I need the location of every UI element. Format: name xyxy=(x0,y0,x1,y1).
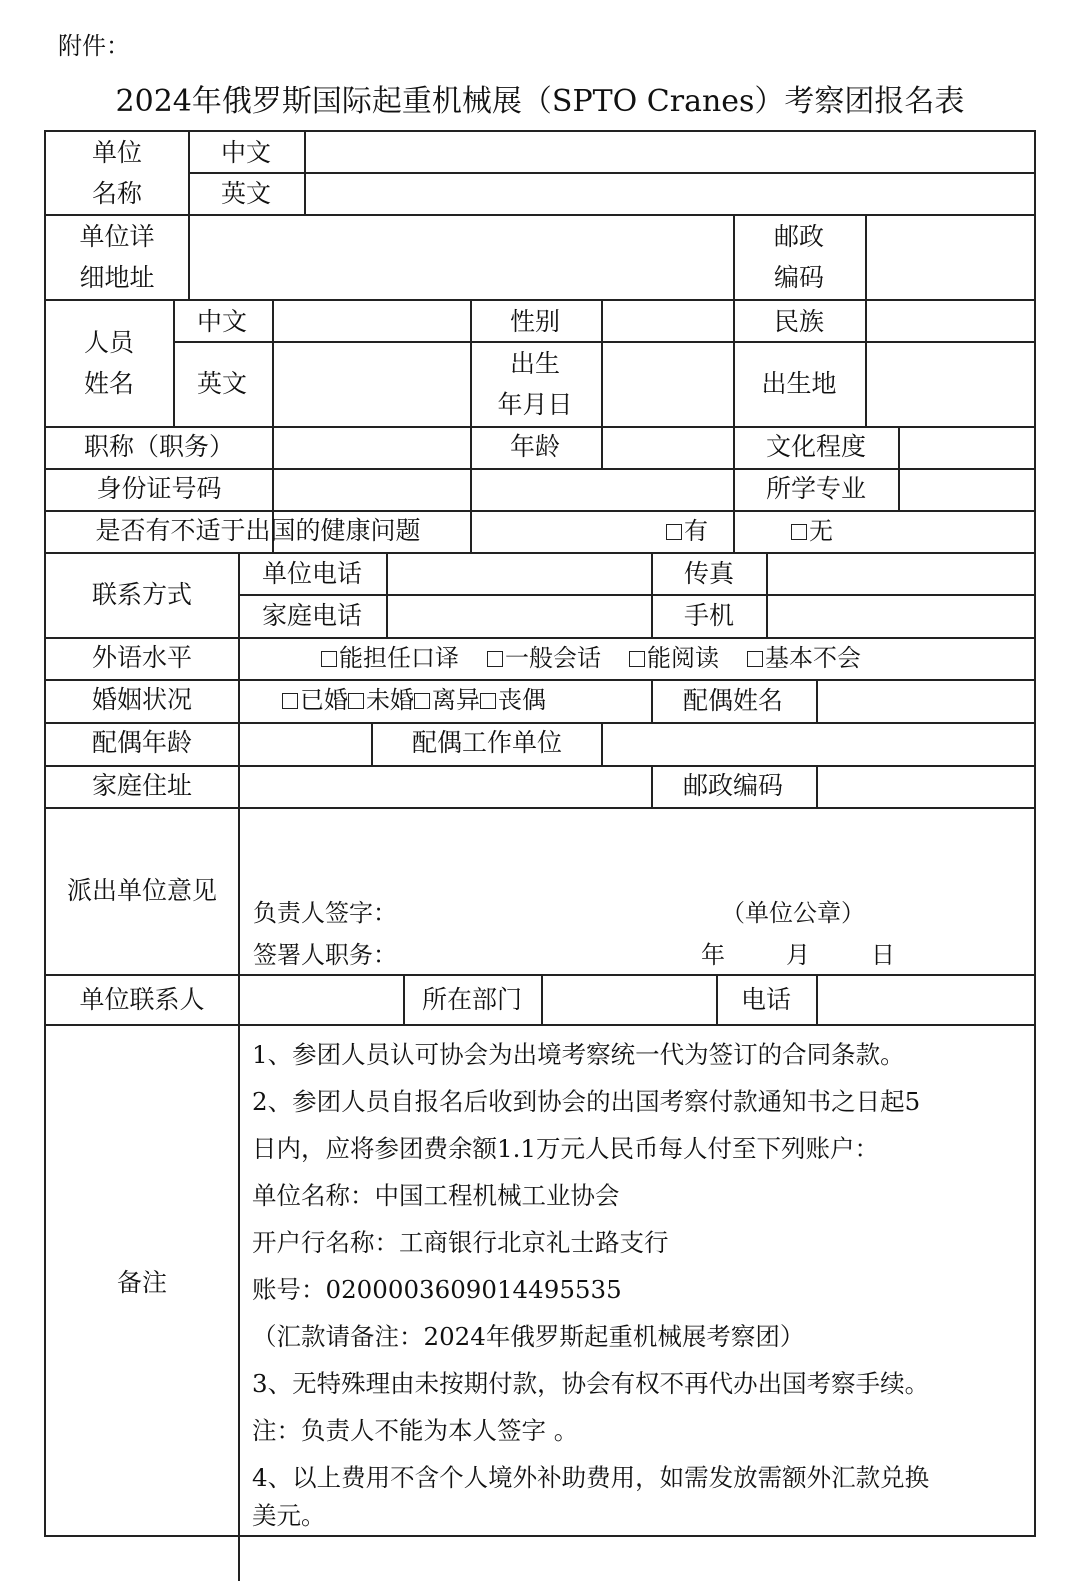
title-position-label: 职称（职务） xyxy=(83,432,235,461)
checkbox-icon xyxy=(480,693,496,709)
rule xyxy=(304,132,306,214)
marital-option-divorced[interactable]: 离异 xyxy=(414,686,480,714)
marital-options xyxy=(282,679,546,721)
rule xyxy=(816,679,818,722)
language-option-conversation[interactable]: 一般会话 xyxy=(487,644,601,672)
birthplace-label: 出生地 xyxy=(761,369,837,398)
rule xyxy=(46,1024,1036,1026)
checkbox-icon xyxy=(629,651,645,667)
note-line: 1、参团人员认可协会为出境考察统一代为签订的合同条款。 xyxy=(252,1040,905,1069)
rule xyxy=(716,974,718,1024)
contact-label: 联系方式 xyxy=(91,580,193,609)
language-label: 外语水平 xyxy=(91,643,193,672)
checkbox-icon xyxy=(666,524,682,540)
home-address-label: 家庭住址 xyxy=(91,771,193,800)
note-line: 4、以上费用不含个人境外补助费用，如需发放需额外汇款兑换 xyxy=(252,1463,930,1492)
person-name-cn-label: 中文 xyxy=(196,307,248,336)
note-line: 3、无特殊理由未按期付款，协会有权不再代办出国考察手续。 xyxy=(252,1369,930,1398)
rule xyxy=(651,679,653,722)
rule xyxy=(816,765,818,807)
checkbox-icon xyxy=(487,651,503,667)
language-option-read[interactable]: 能阅读 xyxy=(629,644,719,672)
rule xyxy=(865,299,867,426)
language-options xyxy=(321,637,861,679)
language-option-interpret[interactable]: 能担任口译 xyxy=(321,644,459,672)
unit-contact-label: 单位联系人 xyxy=(79,985,205,1014)
checkbox-icon xyxy=(791,524,807,540)
note-line: 2、参团人员自报名后收到协会的出国考察付款通知书之日起5 xyxy=(252,1087,921,1116)
seal-label: （单位公章） xyxy=(721,899,865,927)
checkbox-icon xyxy=(414,693,430,709)
rule xyxy=(733,214,735,299)
unit-address-label: 单位详 细地址 xyxy=(79,222,155,292)
note-line: 单位名称：中国工程机械工业协会 xyxy=(252,1181,620,1210)
signer-title-label: 签署人职务： xyxy=(253,941,397,969)
home-phone-label: 家庭电话 xyxy=(261,601,363,630)
spouse-age-label: 配偶年龄 xyxy=(91,728,193,757)
rule xyxy=(601,722,603,765)
rule xyxy=(816,974,818,1024)
date-month-label: 月 xyxy=(786,941,810,969)
rule xyxy=(46,214,1036,216)
rule xyxy=(46,765,1036,767)
checkbox-icon xyxy=(348,693,364,709)
marital-option-married[interactable]: 已婚 xyxy=(282,686,348,714)
work-phone-label: 单位电话 xyxy=(261,559,363,588)
mobile-label: 手机 xyxy=(683,601,735,630)
rule xyxy=(173,299,175,426)
unit-postal-label: 邮政 编码 xyxy=(773,222,825,292)
note-line: 账号：0200003609014495535 xyxy=(252,1275,622,1304)
person-name-en-label: 英文 xyxy=(196,369,248,398)
rule xyxy=(403,974,405,1024)
rule xyxy=(651,552,653,637)
rule xyxy=(733,299,735,552)
rule xyxy=(470,510,472,552)
note-line: 日内，应将参团费余额1.1万元人民币每人付至下列账户： xyxy=(252,1134,879,1163)
date-day-label: 日 xyxy=(871,941,895,969)
rule xyxy=(766,552,768,637)
marital-option-widowed[interactable]: 丧偶 xyxy=(480,686,546,714)
note-line: 注：负责人不能为本人签字 。 xyxy=(252,1416,579,1445)
spouse-name-label: 配偶姓名 xyxy=(682,686,784,715)
department-label: 所在部门 xyxy=(421,985,523,1014)
major-label: 所学专业 xyxy=(765,474,867,503)
checkbox-icon xyxy=(282,693,298,709)
unit-name-label: 单位 名称 xyxy=(91,138,143,208)
marital-option-single[interactable]: 未婚 xyxy=(348,686,414,714)
id-number-label: 身份证号码 xyxy=(96,474,222,503)
rule xyxy=(188,132,190,214)
rule xyxy=(898,426,900,510)
unit-name-cn-label: 中文 xyxy=(220,138,272,167)
rule xyxy=(386,552,388,637)
language-option-none[interactable]: 基本不会 xyxy=(747,644,861,672)
rule xyxy=(46,552,1036,554)
phone-label: 电话 xyxy=(740,985,792,1014)
ethnicity-label: 民族 xyxy=(773,307,825,336)
note-line: 美元。 xyxy=(252,1501,326,1530)
note-line: （汇款请备注：2024年俄罗斯起重机械展考察团） xyxy=(252,1322,805,1351)
gender-label: 性别 xyxy=(509,307,561,336)
health-question-label: 是否有不适于出国的健康问题 xyxy=(95,516,421,545)
rule xyxy=(188,214,190,299)
dispatch-opinion-label: 派出单位意见 xyxy=(66,876,218,905)
checkbox-icon xyxy=(747,651,763,667)
rule xyxy=(651,765,653,807)
fax-label: 传真 xyxy=(683,559,735,588)
remarks-label: 备注 xyxy=(116,1268,168,1297)
age-label: 年龄 xyxy=(509,432,561,461)
rule xyxy=(173,341,1036,343)
spouse-employer-label: 配偶工作单位 xyxy=(411,728,563,757)
rule xyxy=(865,214,867,299)
health-no-option[interactable]: 无 xyxy=(791,510,833,552)
rule xyxy=(601,299,603,468)
education-label: 文化程度 xyxy=(765,432,867,461)
rule xyxy=(188,172,1036,174)
date-year-label: 年 xyxy=(701,941,725,969)
health-yes-option[interactable]: 有 xyxy=(666,510,708,552)
rule xyxy=(46,807,1036,809)
signature-label: 负责人签字： xyxy=(253,899,397,927)
person-name-label: 人员 姓名 xyxy=(83,328,135,398)
registration-form xyxy=(44,130,1036,1537)
unit-name-en-label: 英文 xyxy=(220,179,272,208)
marital-label: 婚姻状况 xyxy=(91,685,193,714)
checkbox-icon xyxy=(321,651,337,667)
rule xyxy=(541,974,543,1024)
home-postal-label: 邮政编码 xyxy=(682,771,784,800)
rule xyxy=(238,552,240,1581)
attachment-label: 附件： xyxy=(58,32,130,60)
page-title: 2024年俄罗斯国际起重机械展（SPTO Cranes）考察团报名表 xyxy=(115,84,965,119)
note-line: 开户行名称：工商银行北京礼士路支行 xyxy=(252,1228,669,1257)
birth-date-label: 出生 年月日 xyxy=(497,349,573,419)
rule xyxy=(371,722,373,765)
